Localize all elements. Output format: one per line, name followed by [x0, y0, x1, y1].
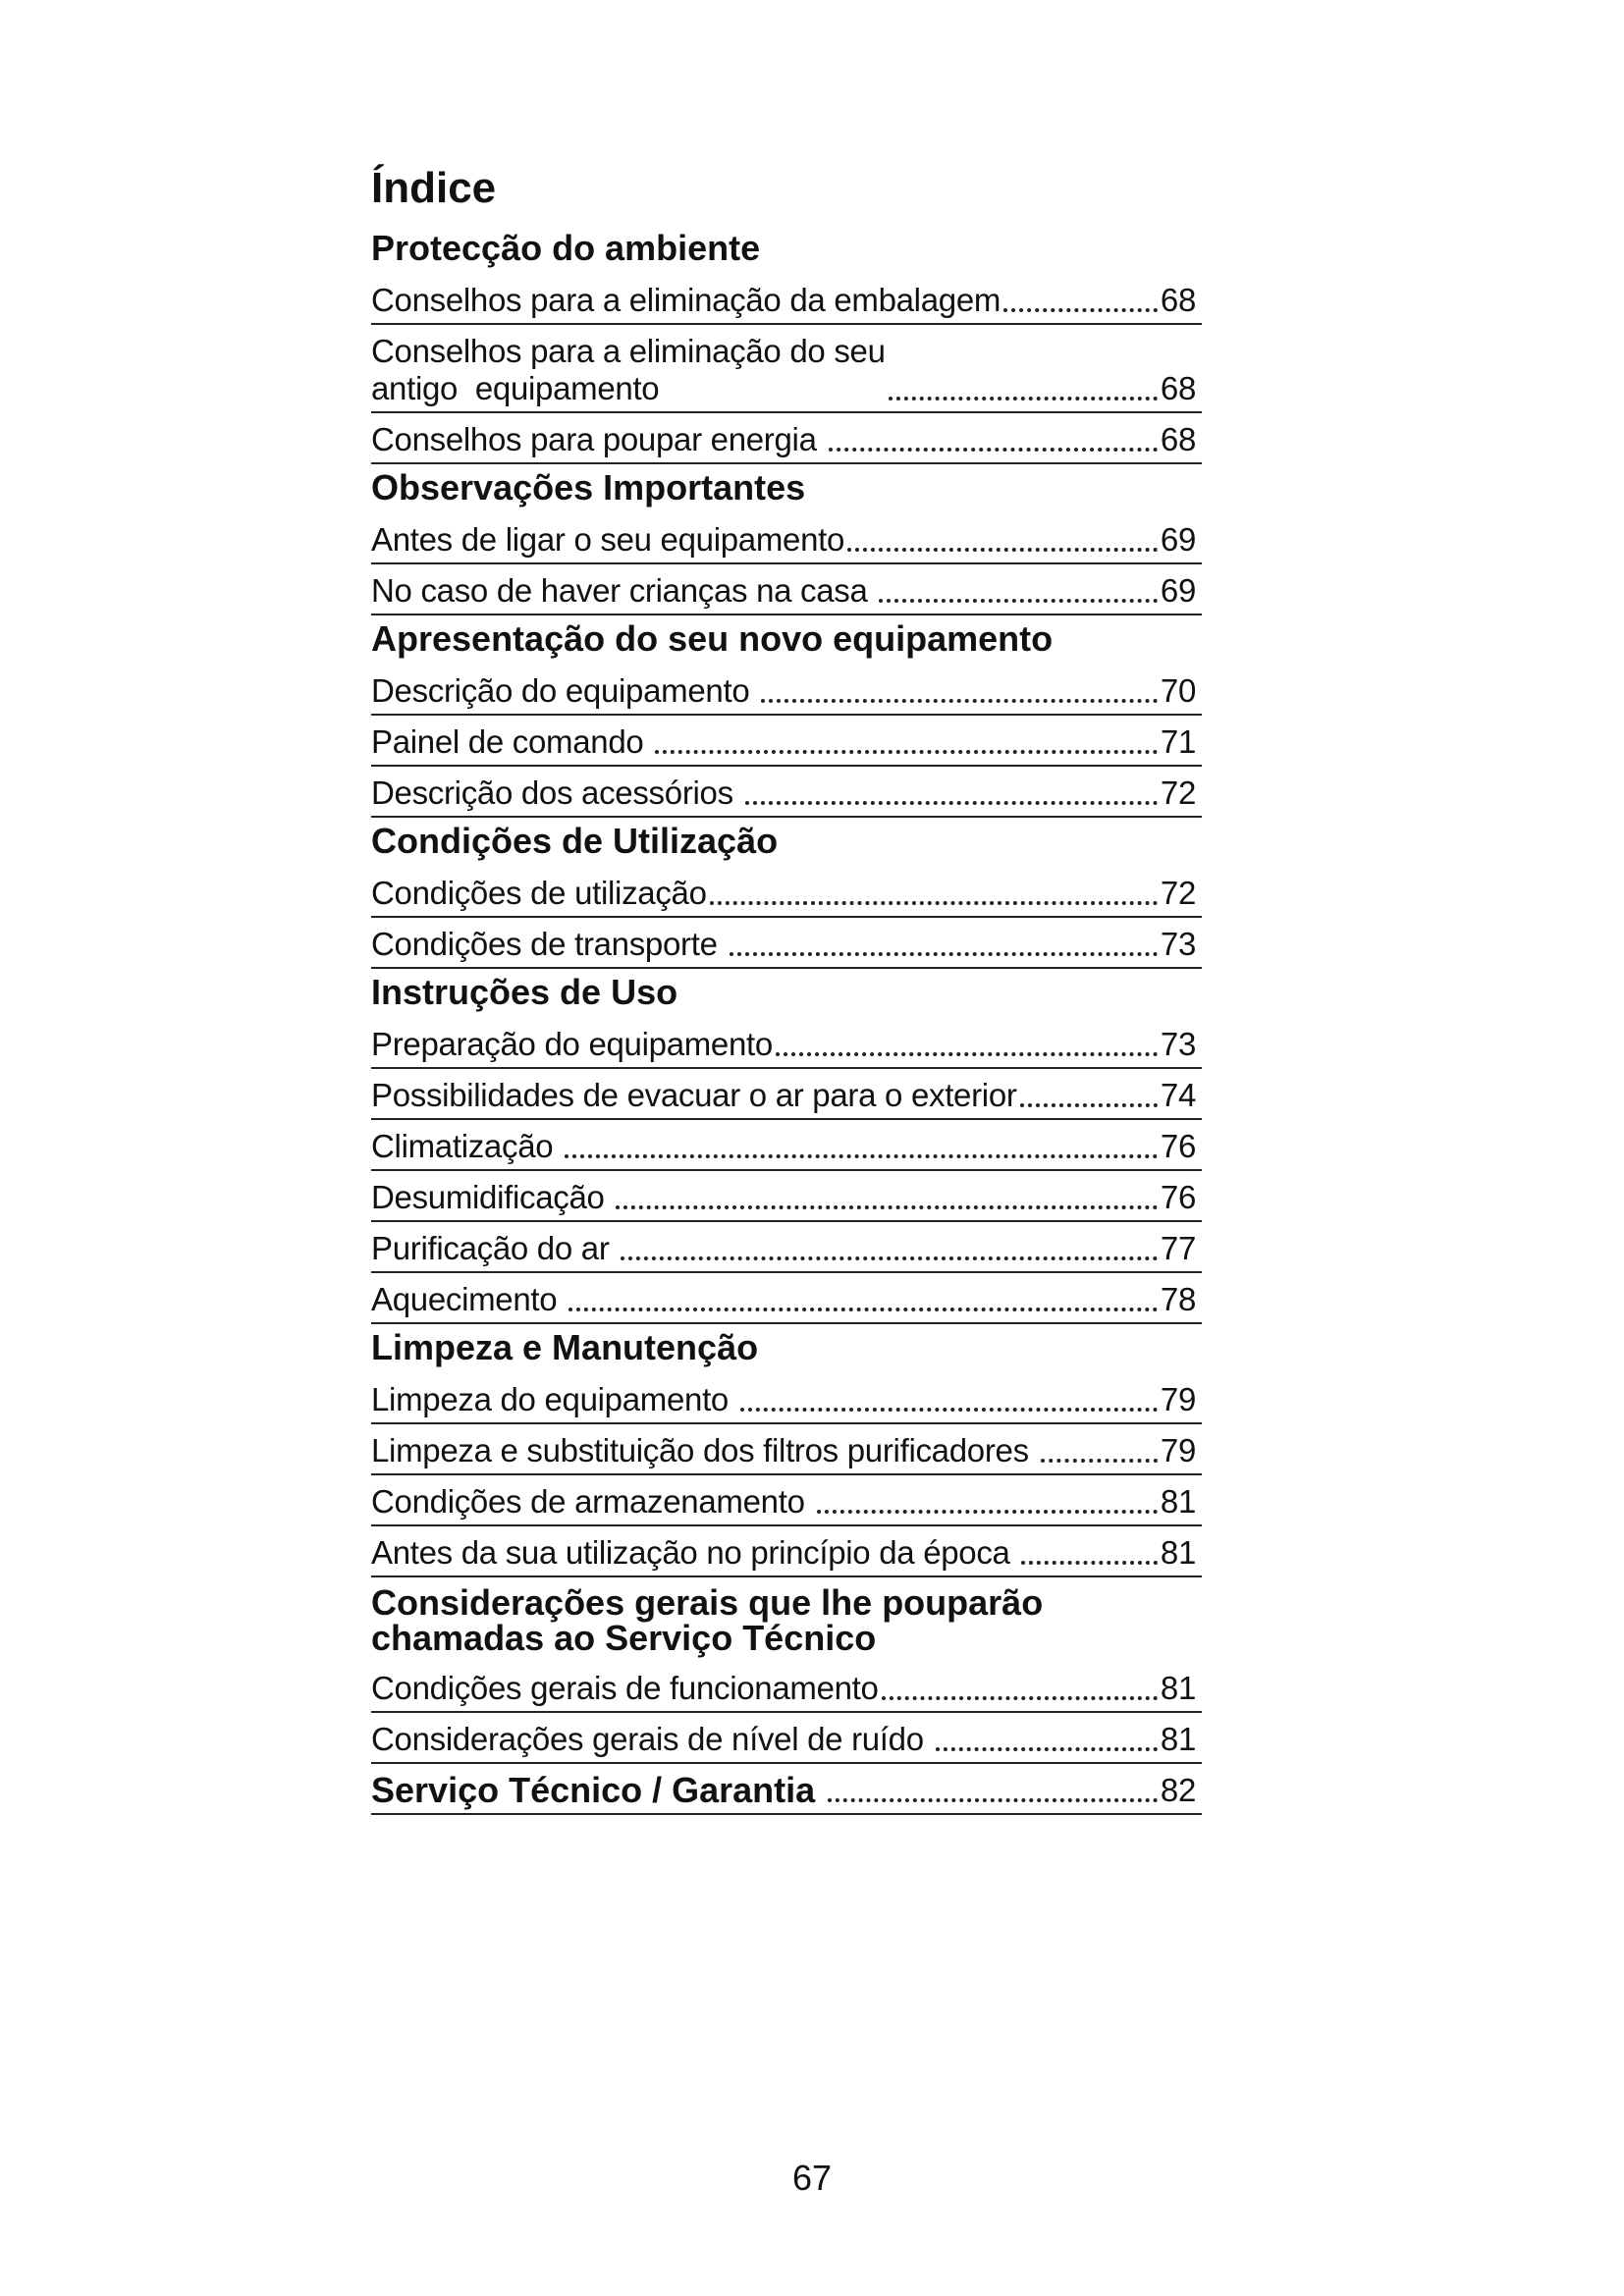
section-heading: Considerações gerais que lhe pouparão chamadas ao Serviço Técnico [371, 1582, 1044, 1658]
dot-leader [1003, 298, 1158, 312]
dot-leader [730, 942, 1158, 956]
dot-leader [761, 689, 1158, 703]
toc-item-text: Condições de transporte [371, 926, 727, 962]
toc-item-text: Possibilidades de evacuar o ar para o exterior [371, 1077, 1017, 1113]
toc-final-item[interactable] [371, 1764, 1202, 1815]
section-heading: Observações Importantes [371, 467, 806, 507]
dot-leader [776, 1042, 1158, 1056]
toc-item-page: 73 [1160, 1026, 1196, 1062]
section-heading: Limpeza e Manutenção [371, 1327, 759, 1367]
page-title: Índice [371, 164, 497, 212]
toc-item[interactable] [371, 1475, 1202, 1526]
toc-item[interactable] [371, 1373, 1202, 1424]
toc-item-page: 78 [1160, 1281, 1196, 1317]
section-heading: Apresentação do seu novo equipamento [371, 618, 1054, 659]
dot-leader [1041, 1449, 1158, 1463]
toc-item[interactable] [371, 564, 1202, 615]
toc-item[interactable] [371, 1526, 1202, 1577]
toc-item-page: 76 [1160, 1128, 1196, 1164]
toc-item-page: 81 [1160, 1483, 1196, 1520]
dot-leader [889, 387, 1158, 400]
toc-item-page: 77 [1160, 1230, 1196, 1266]
dot-leader [565, 1145, 1158, 1158]
toc-item-text: Preparação do equipamento [371, 1026, 773, 1062]
dot-leader [879, 589, 1157, 603]
toc-item-page: 81 [1160, 1534, 1196, 1571]
dot-leader [745, 791, 1158, 805]
dot-leader [1020, 1094, 1158, 1107]
toc-item[interactable] [371, 1171, 1202, 1222]
toc-item-text: No caso de haver crianças na casa [371, 572, 877, 609]
toc-item[interactable] [371, 1222, 1202, 1273]
dot-leader [882, 1686, 1158, 1700]
toc-item-text: Purificação do ar [371, 1230, 619, 1266]
toc-item[interactable] [371, 767, 1202, 818]
dot-leader [616, 1196, 1157, 1209]
toc-item-text: Descrição dos acessórios [371, 774, 742, 811]
toc-item[interactable] [371, 1424, 1202, 1475]
toc-item-page: 74 [1160, 1077, 1196, 1113]
toc-item-text: Condições gerais de funcionamento [371, 1670, 879, 1706]
toc-item-page: 68 [1160, 421, 1196, 457]
toc-item[interactable] [371, 1662, 1202, 1713]
toc-sections [371, 225, 1202, 1764]
toc-item-text: Condições de utilização [371, 875, 707, 911]
toc-item-text: Antes de ligar o seu equipamento [371, 521, 845, 558]
toc-item-page: 71 [1160, 723, 1196, 760]
dot-leader [740, 1398, 1158, 1412]
toc-item-page: 69 [1160, 572, 1196, 609]
toc-item-text: Antes da sua utilização no princípio da época [371, 1534, 1019, 1571]
toc-item[interactable] [371, 1713, 1202, 1764]
toc-item-text: Limpeza do equipamento [371, 1381, 737, 1417]
dot-leader [936, 1737, 1158, 1751]
toc-item-page: 72 [1160, 875, 1196, 911]
dot-leader [817, 1500, 1158, 1514]
table-of-contents [371, 162, 1202, 1815]
toc-item-text: Climatização [371, 1128, 563, 1164]
toc-item[interactable] [371, 1273, 1202, 1324]
toc-item-page: 70 [1160, 672, 1196, 709]
toc-item-page: 76 [1160, 1179, 1196, 1215]
toc-item-text: Painel de comando [371, 723, 653, 760]
section-heading: Instruções de Uso [371, 972, 678, 1012]
toc-item[interactable] [371, 274, 1202, 325]
toc-item-page: 79 [1160, 1381, 1196, 1417]
toc-item[interactable] [371, 1120, 1202, 1171]
toc-item-text: Condições de armazenamento [371, 1483, 814, 1520]
dot-leader [710, 891, 1158, 905]
toc-item-page: 69 [1160, 521, 1196, 558]
section-heading: Condições de Utilização [371, 821, 779, 861]
toc-item-text: Limpeza e substituição dos filtros purificadores [371, 1432, 1038, 1468]
toc-item[interactable] [371, 513, 1202, 564]
toc-item-text: Serviço Técnico / Garantia [371, 1770, 826, 1810]
dot-leader [655, 740, 1158, 754]
toc-item[interactable] [371, 413, 1202, 464]
toc-item[interactable] [371, 867, 1202, 918]
dot-leader [829, 438, 1158, 452]
section-heading: Protecção do ambiente [371, 228, 761, 268]
toc-item-page: 68 [1160, 282, 1196, 318]
toc-item-page: 72 [1160, 774, 1196, 811]
dot-leader [621, 1247, 1157, 1260]
toc-item-page: 81 [1160, 1670, 1196, 1706]
toc-item-text: Considerações gerais de nível de ruído [371, 1721, 933, 1757]
toc-item-page: 79 [1160, 1432, 1196, 1468]
toc-item[interactable] [371, 1018, 1202, 1069]
toc-item-text: Conselhos para a eliminação do seu antigo equipamento [371, 333, 886, 406]
toc-item-page: 68 [1160, 370, 1196, 406]
dot-leader [847, 538, 1158, 552]
toc-item-text: Aquecimento [371, 1281, 567, 1317]
dot-leader [568, 1298, 1158, 1311]
toc-item-page: 73 [1160, 926, 1196, 962]
dot-leader [828, 1789, 1158, 1802]
toc-item[interactable] [371, 716, 1202, 767]
dot-leader [1021, 1551, 1157, 1565]
page-number: 67 [791, 2158, 833, 2198]
toc-item[interactable] [371, 325, 1202, 413]
toc-item-page: 82 [1160, 1772, 1196, 1808]
toc-item-text: Conselhos para a eliminação da embalagem [371, 282, 1001, 318]
toc-item[interactable] [371, 1069, 1202, 1120]
toc-item-page: 81 [1160, 1721, 1196, 1757]
toc-item[interactable] [371, 918, 1202, 969]
toc-item-text: Desumidificação [371, 1179, 614, 1215]
toc-item-text: Conselhos para poupar energia [371, 421, 826, 457]
toc-item-text: Descrição do equipamento [371, 672, 759, 709]
toc-item[interactable] [371, 665, 1202, 716]
